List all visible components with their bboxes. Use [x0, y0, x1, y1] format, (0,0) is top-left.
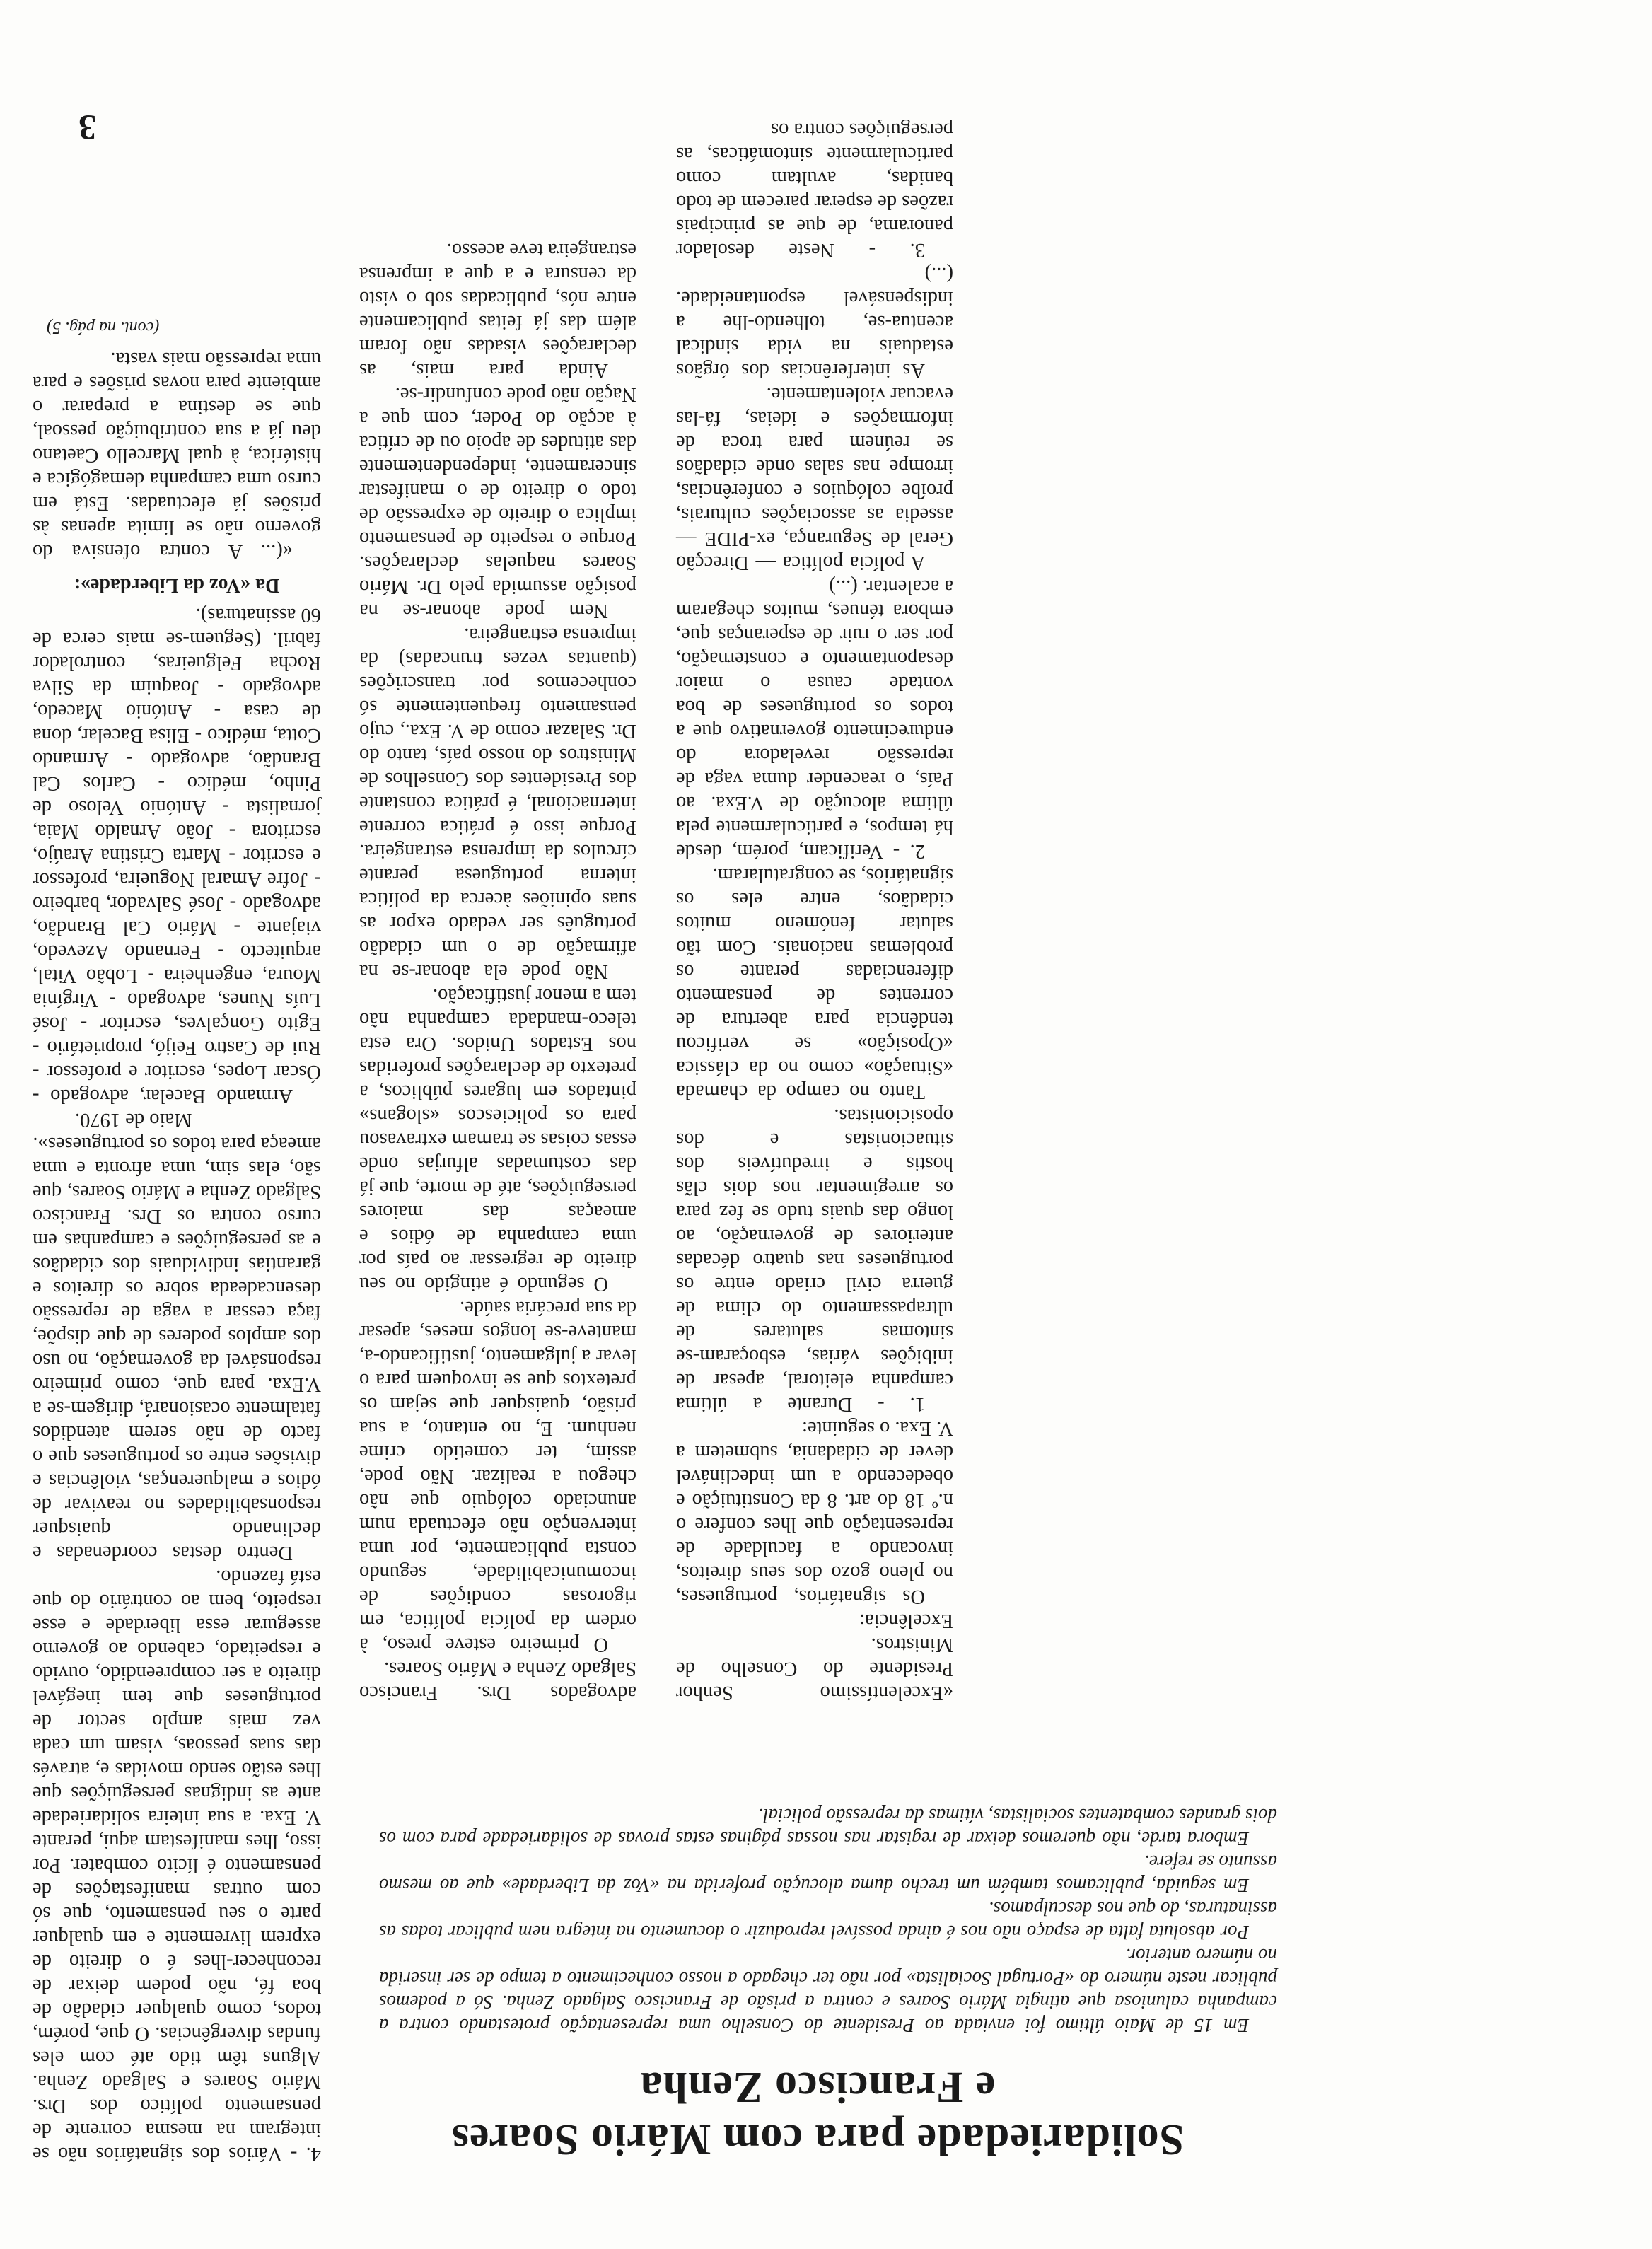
paragraph: Dentro destas coordenadas e declinando quaisquer responsabilidades no reavivar de ódios e malquerenças, violências e divisões entre os portugueses que o facto de não serem atendidos fatalmente ocasionará, dirigem-se a V.Exa. para que, como primeiro responsável da governação, no uso dos amplos poderes de que dispõe, faça cessar a vaga de repressão desencadeada sobre os direitos e garantias individuais dos cidadãos e as perseguições e campanhas em curso contra os Drs. Francisco Salgado Zenha e Mário Soares, que são, elas sim, uma afronta e uma ameaça para todos os portugueses».: [33, 1133, 321, 1564]
date-line: Maio de 1970.: [75, 1109, 192, 1131]
headline: [351, 2061, 1284, 2166]
salutation: «Excelentíssimo Senhor Presidente do Conselho de Ministros.: [676, 1634, 953, 1704]
intro-paragraph: Embora tarde, não queremos deixar de registar nas nossas páginas estas provas de solidariedade para com os dois grandes combatentes socialistas, vítimas da repressão policial.: [379, 1805, 1277, 1849]
paragraph: 4. - Vários dos signatários não se integram na mesma corrente de pensamento político dos Drs. Mário Soares e Salgado Zenha. Alguns têm tido até com eles fundas divergências. O que, porém, todos, como qualquer cidadão de boa fé, não podem deixar de reconhecer-lhes é o direito de exprem livremente e em qualquer parte o seu pensamento, que só com outras manifestações de pensamento é lícito combater. Por isso, lhes manifestam aqui, perante V. Exa. a sua inteira solidariedade ante as indignas perseguições que lhes estão sendo movidas e, através das suas pessoas, visam um cada vez mais amplo sector de portugueses que tem inegável direito a ser compreendido, ouvido e respeitado, cabendo ao governo assegurar essa liberdade e esse respeito, bem ao contrário do que está fazendo.: [33, 1566, 321, 2165]
headline-line-2: e Francisco Zenha: [639, 2063, 996, 2111]
intro-paragraph: Por absoluta falta de espaço não nos é ainda possível reproduzir o documento na íntegra nem publicar todas as assinaturas, do que nos desculpamos.: [379, 1898, 1277, 1943]
paragraph: Ainda para mais, as declarações visadas não foram além das já feitas publicamente entre nós, publicadas sob o visto da censura e a que a imprensa estrangeira teve acesso.: [359, 239, 636, 381]
paragraph: Tanto no campo da chamada «Situação» como no da clássica «Oposição» se verificou tendência para abertura de correntes de pensamento diferenciadas perante os problemas nacionais. Com tão salutar fenómeno muitos cidadãos, entre eles os signatários, se congratularam.: [676, 864, 953, 1103]
column-2: [359, 238, 636, 1704]
paragraph: O primeiro esteve preso, à ordem da polícia política, em rigorosas condições de incomunicabilidade, segundo consta publicamente, por uma intervenção não efectuada num anunciado colóquio que não chegou a realizar. Não pode, assim, ter cometido crime nenhum. E, no entanto, a sua prisão, quaisquer que sejam os pretextos que se invoquem para o levar a julgamento, justificando-a, manteve-se longos meses, apesar da sua precária saúde.: [359, 1297, 636, 1656]
page-number: 3: [78, 108, 96, 148]
paragraph: «(... A contra ofensiva do governo não se limita apenas às prisões já efectuadas. Está em curso uma campanha demagógica e histérica, à qual Marcello Caetano deu já a sua contribuição pessoal, que se destina a preparar o ambiente para novas prisões e para uma repressão mais vasta.: [33, 348, 321, 562]
headline-line-1: Solidariedade para com Mário Soares: [450, 2115, 1185, 2163]
paragraph: As interferências dos órgãos estaduais na vida sindical acentua-se, tolhendo-lhe a indispensável espontaneidade. (...): [676, 263, 953, 381]
paragraph: O segundo é atingido no seu direito de regressar ao país por uma campanha de ódios e ameaças das maiores perseguições, até de morte, que já das costumadas alfurjas onde essas coisas se tramam extravasou para os policiescos «slogans» pintados em lugares públicos, a pretexto de declarações proferidas nos Estados Unidos. Ora esta teleco-mandada campanha não tem a menor justificação.: [359, 984, 636, 1295]
intro-paragraph: Em 15 de Maio último foi enviada ao Presidente do Conselho uma representação protestando contra a campanha caluniosa que atingia Mário Soares e contra a prisão de Francisco Salgado Zenha. Só a podemos publicar neste número do «Portugal Socialista» por não ter chegado a nosso conhecimento a tempo de ser inserida no número anterior.: [379, 1945, 1277, 2036]
intro-paragraphs: [379, 1803, 1277, 2037]
column-3: [676, 117, 953, 1704]
column-1: [33, 315, 321, 2166]
section-heading: Da «Voz da Liberdade»:: [74, 574, 280, 596]
paragraph: Os signatários, portugueses, no pleno gozo dos seus direitos, invocando a faculdade de representação que lhes confere o n.º 18 do art. 8 da Constituição e obedecendo a um indeclinável dever de cidadania, submetem a V. Exa. o seguinte:: [676, 1417, 953, 1608]
paragraph: 3. - Neste desolador panorama, de que as principais razões de esperar parecem de todo banidas, avultam como particularmente sintomáticas, as perseguições contra os: [676, 119, 953, 261]
paragraph: Não pode ela abonar-se na afirmação de o um cidadão português ser vedado expor as suas opiniões àcerca da política interna portuguesa perante círculos da imprensa estrangeira. Porque isso é prática corrente internacional, é prática constante dos Presidentes dos Conselhos de Ministros do nosso país, tanto do Dr. Salazar como de V. Exa., cujo pensamento frequentemente só conhecemos por transcrições (quantas vezes truncadas) da imprensa estrangeira.: [359, 624, 636, 982]
paragraph: 1. - Durante a última campanha eleitoral, apesar de inibições várias, esboçaram-se sintomas salutares de ultrapassamento do clima de guerra civil criado entre os portugueses nas quatro décadas anteriores de governação, ao longo das quais tudo se fez para os arregimentar nos dois clãs hostis e irredutíveis dos situacionistas e dos oposicionistas.: [676, 1105, 953, 1415]
paragraph: Nem pode abonar-se na posição assumida pelo Dr. Mário Soares naquelas declarações. Porque o respeito de pensamento implica o direito de expressão de todo o direito de o manifestar sinceramente, independentemente das atitudes de apoio ou de crítica à acção do Poder, com que a Nação não pode confundir-se.: [359, 383, 636, 622]
paragraph: 2. - Verificam, porém, desde há tempos, e particularmente pela última alocução de V.Exa. ao País, o reacender duma vaga de repressão reveladora do endurecimento governativo que a todos os portugueses de boa vontade causa o maior desapontamento e consternação, por ser o ruir de esperanças que, embora ténues, muitos chegaram a acalentar. (...): [676, 576, 953, 862]
salutation: Excelência:: [859, 1610, 953, 1632]
intro-paragraph: Em seguida, publicamos também um trecho duma alocução proferida na «Voz da Liberdade» que ao mesmo assunto se refere.: [379, 1852, 1277, 1896]
paragraph: advogados Drs. Francisco Salgado Zenha e Mário Soares.: [359, 1658, 636, 1704]
continuation-note: (cont. na pág. 5): [47, 318, 160, 337]
signatories: Armando Bacelar, advogado - Óscar Lopes, escritor e professor - Rui de Castro Feijó, proprietário - Egito Gonçalves, escritor - José Luís Nunes, advogado - Virgínia Moura, engenheira - Lobão Vital, arquitecto - Fernando Azevedo, viajante - Mário Cal Brandão, advogado - José Salvador, barbeiro - Jofre Amaral Nogueira, professor e escritor - Marta Cristina Araújo, escritora - João Arnaldo Maia, jornalista - António Veloso de Pinho, médico - Carlos Cal Brandão, advogado - Armando Cotta, médico - Elisa Bacelar, dona de casa - António Macedo, advogado - Joaquim da Silva Rocha Felgueiras, controlador fabril. (Seguem-se mais cerca de 60 assinaturas).: [33, 604, 321, 1107]
paragraph: A polícia política — Direcção Geral de Segurança, ex-PIDE — assedia as associações culturais, proíbe colóquios e conferências, irrompe nas salas onde cidadãos se reúnem para troca de informações e ideias, fá-las evacuar violentamente.: [676, 383, 953, 574]
